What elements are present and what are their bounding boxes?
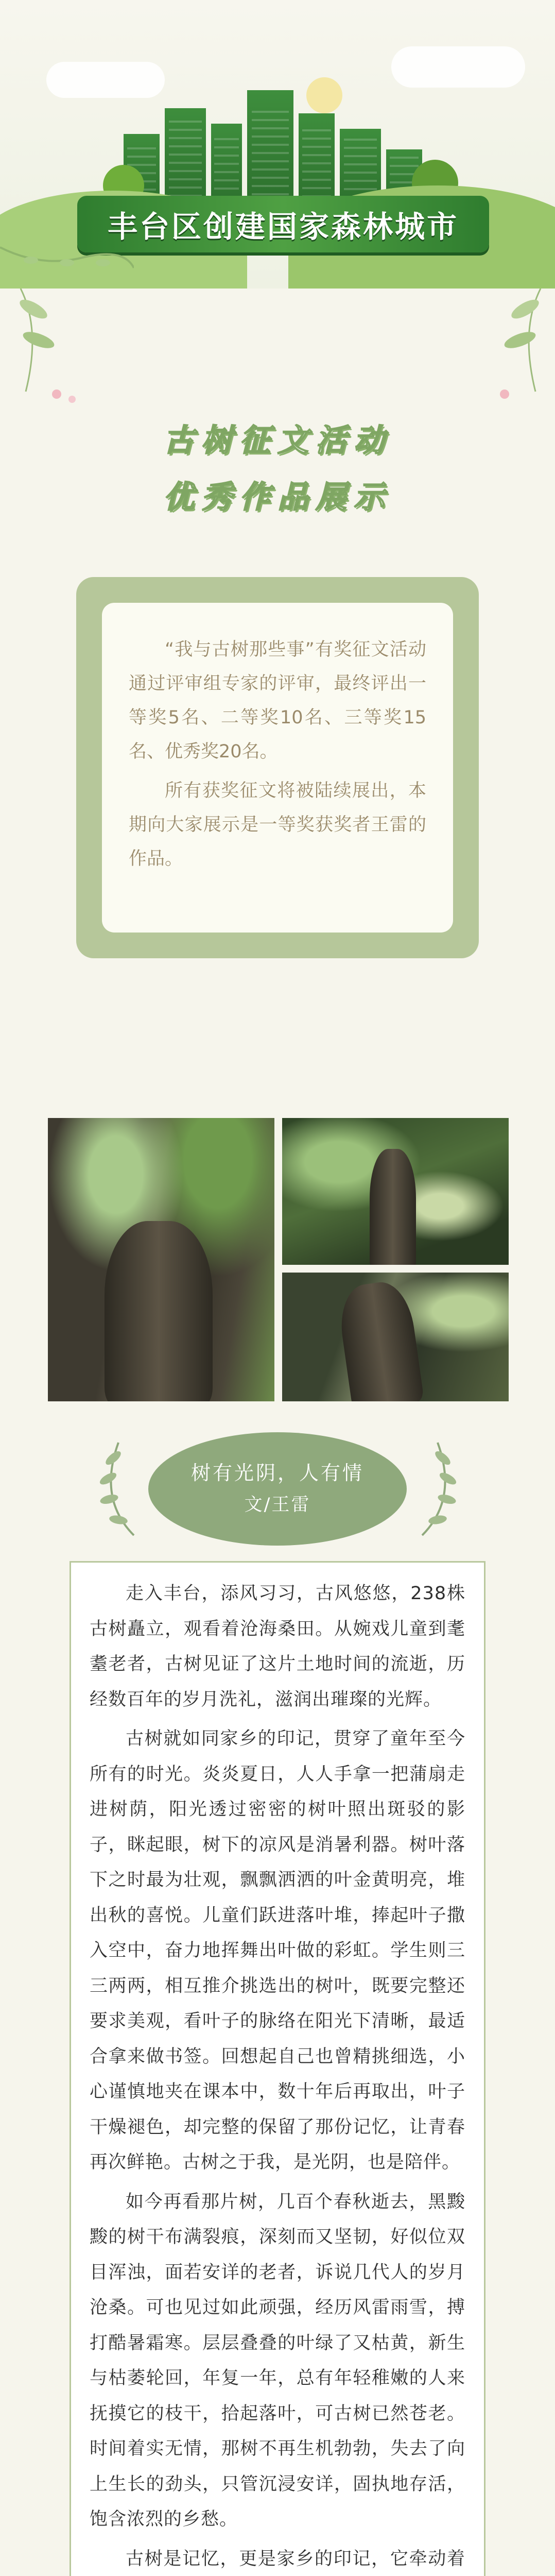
- intro-paragraph: “我与古树那些事”有奖征文活动通过评审组专家的评审，最终评出一等奖5名、二等奖10名、三等奖15名、优秀奖20名。: [129, 639, 426, 762]
- page-title-plate: [77, 196, 489, 252]
- tree-trunk: [370, 1149, 416, 1265]
- building: [247, 90, 293, 211]
- ancient-tree-photo: [282, 1273, 509, 1401]
- vine-decoration-left: [0, 237, 134, 289]
- essay-paragraph: 古树就如同家乡的印记，贯穿了童年至今所有的时光。炎炎夏日，人人手拿一把蒲扇走进树荫，阳光透过密密的树叶照出斑驳的影子，眯起眼，树下的凉风是消暑利器。树叶落下之时最为壮观，飘飘洒洒的叶金黄明亮，堆出秋的喜悦。儿童们跃进落叶堆，捧起叶子撒入空中，奋力地挥舞出叶做的彩虹。学生则三三两两，相互推介挑选出的树叶，既要完整还要求美观，看叶子的脉络在阳光下清晰，最适合拿来做书签。回想起自己也曾精挑细选，小心谨慎地夹在课本中，数十年后再取出，叶子干燥褪色，却完整的保留了那份记忆，让青春再次鲜艳。古树之于我，是光阴，也是陪伴。: [90, 1728, 465, 2173]
- essay-paragraph: 如今再看那片树，几百个春秋逝去，黑黢黢的树干布满裂痕，深刻而又坚韧，好似位双目浑浊，面若安详的老者，诉说几代人的岁月沧桑。可也见过如此顽强，经历风雷雨雪，搏打酷暑霜寒。层层叠叠的叶绿了又枯黄，新生与枯萎轮回，年复一年，总有年轻稚嫩的人来抚摸它的枝干，拾起落叶，可古树已然苍老。时间着实无情，那树不再生机勃勃，失去了向上生长的劲头，只管沉浸安详，固执地存活，饱含浓烈的乡愁。: [90, 2191, 465, 2530]
- leaf-decoration-right: [438, 289, 551, 407]
- essay-paragraph: 走入丰台，添风习习，古风悠悠，238株古树矗立，观看着沧海桑田。从婉戏儿童到耄耋老者，古树见证了这片土地时间的流逝，历经数百年的岁月洗礼，滋润出璀璨的光辉。: [90, 1583, 465, 1710]
- tree-trunk: [105, 1221, 213, 1401]
- cloud: [391, 46, 525, 88]
- essay-title-card: [148, 1432, 407, 1546]
- intro-card: [76, 577, 479, 958]
- laurel-left-icon: [88, 1437, 144, 1540]
- essay-body: [70, 1561, 485, 2576]
- essay-author: 文/王雷: [244, 1495, 311, 1515]
- subtitle: [0, 412, 555, 526]
- ancient-tree-photo: [282, 1118, 509, 1265]
- essay-paragraph: 古树是记忆，更是家乡的印记，它牵动着: [126, 2548, 465, 2569]
- tree-trunk: [336, 1278, 424, 1401]
- subtitle-line-1: 古树征文活动: [163, 422, 392, 459]
- subtitle-line-2: 优秀作品展示: [163, 479, 392, 515]
- intro-paragraph: 所有获奖征文将被陆续展出，本期向大家展示是一等奖获奖者王雷的作品。: [129, 781, 426, 869]
- leaf-decoration-left: [10, 289, 124, 407]
- ancient-tree-photo: [48, 1118, 274, 1401]
- laurel-right-icon: [412, 1437, 469, 1540]
- essay-title: 树有光阴，人有情: [190, 1462, 364, 1484]
- header-banner: [0, 0, 555, 289]
- page-title: 丰台区创建国家森林城市: [107, 209, 459, 244]
- intro-card-inner: [102, 603, 453, 933]
